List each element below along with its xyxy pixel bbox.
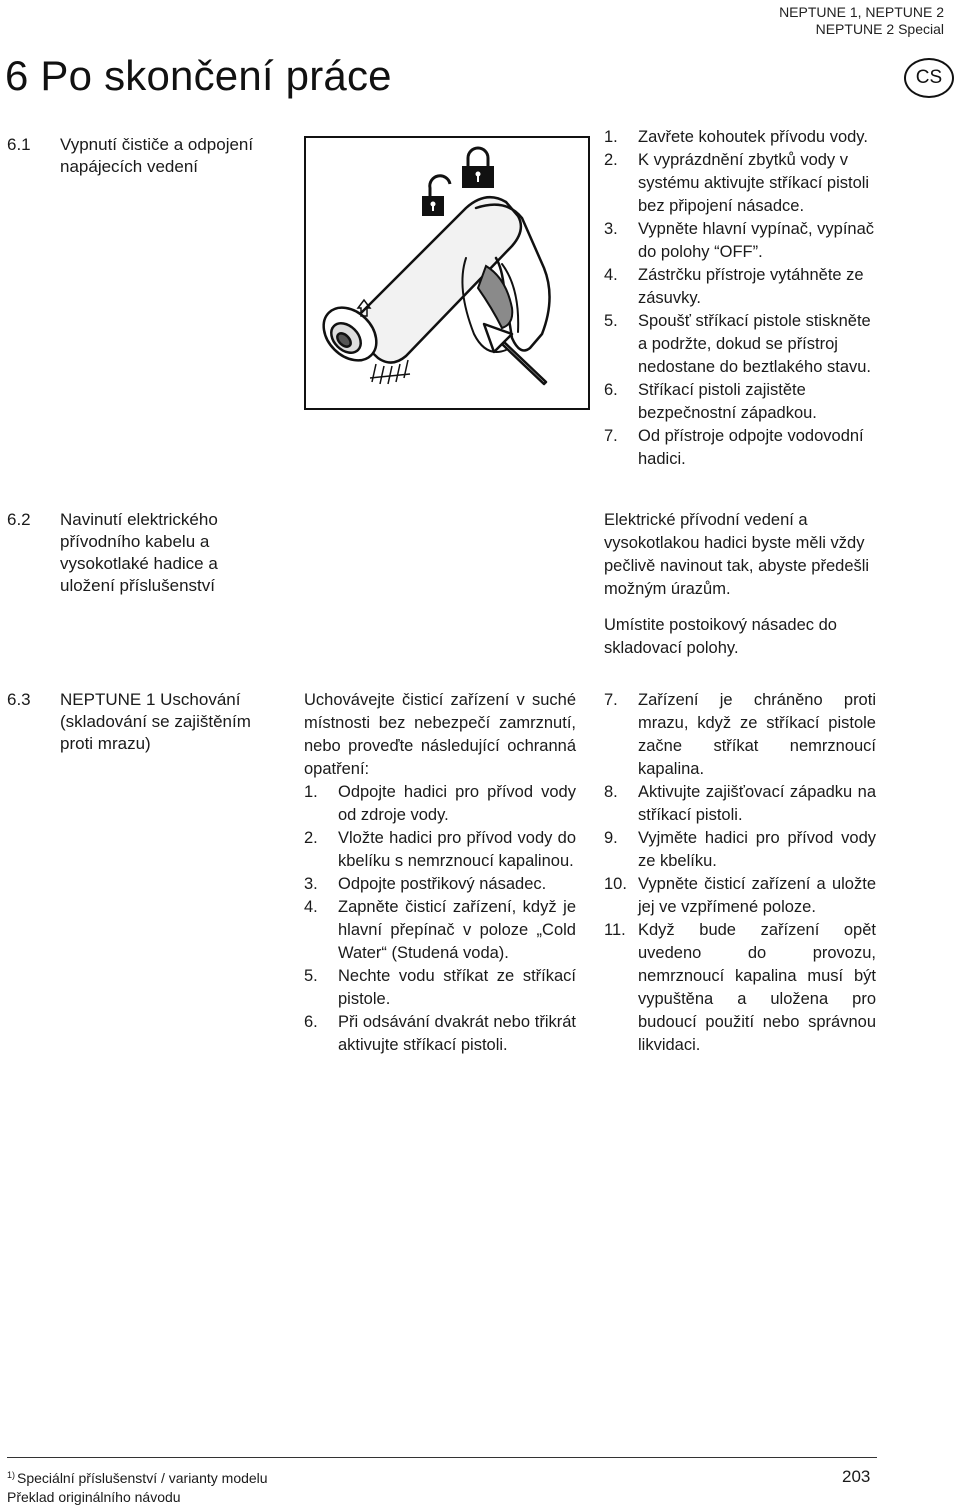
list-item: 1. Zavřete kohoutek přívodu vody.	[604, 128, 868, 146]
list-item: 7. Od přístroje odpojte vodovodní hadici.	[604, 427, 864, 468]
list-item: 3. Odpojte postřikový násadec.	[304, 875, 547, 893]
section-6-3-title: NEPTUNE 1 Uschování (skladování se zajištěním proti mrazu)	[60, 690, 251, 753]
footer-notes	[7, 1466, 268, 1506]
section-6-1-steps	[604, 126, 876, 471]
list-item: 9. Vyjměte hadici pro přívod vody ze kbelíku.	[604, 829, 876, 870]
section-6-2-paragraph-1: Elektrické přívodní vedení a vysokotlakou hadici byste měli vždy pečlivě navinout tak, abyste předešli možným úrazům.	[604, 511, 870, 598]
list-item: 3. Vypněte hlavní vypínač, vypínač do polohy “OFF”.	[604, 220, 875, 261]
section-6-1-number: 6.1	[7, 135, 31, 154]
page-number: 203	[842, 1467, 871, 1486]
list-item: 6. Stříkací pistoli zajistěte bezpečnostní západkou.	[604, 381, 817, 422]
language-badge: CS	[904, 58, 954, 98]
list-item: 10. Vypněte čisticí zařízení a uložte jej ve vzpřímené poloze.	[604, 875, 876, 916]
section-6-2-number: 6.2	[7, 510, 31, 529]
list-item: 5. Spoušť stříkací pistole stiskněte a podržte, dokud se přístroj nedostane do beztlakého stavu.	[604, 312, 872, 376]
list-item: 8. Aktivujte zajišťovací západku na stříkací pistoli.	[604, 783, 876, 824]
section-6-3-steps-left	[304, 781, 576, 1057]
models-line-1: NEPTUNE 1, NEPTUNE 2	[779, 4, 944, 20]
section-6-3-intro: Uchovávejte čisticí zařízení v suché místnosti bez nebezpečí zamrznutí, nebo proveďte následující ochranná opatření:	[304, 691, 576, 778]
spray-gun-illustration	[304, 136, 590, 410]
models-line-2: NEPTUNE 2 Special	[815, 21, 944, 37]
open-lock-icon	[422, 176, 450, 216]
spray-gun-drawing	[306, 138, 588, 408]
section-6-1-title: Vypnutí čističe a odpojení napájecích vedení	[60, 135, 254, 176]
list-item: 4. Zapněte čisticí zařízení, když je hlavní přepínač v poloze „Cold Water“ (Studená voda).	[304, 898, 576, 962]
list-item: 11. Když bude zařízení opět uvedeno do provozu, nemrznoucí kapalina musí být vypuštěna a uložena pro budoucí použití nebo správnou likvidaci.	[604, 921, 876, 1054]
chapter-title: 6 Po skončení práce	[5, 52, 392, 99]
list-item: 4. Zástrčku přístroje vytáhněte ze zásuvky.	[604, 266, 864, 307]
list-item: 7. Zařízení je chráněno proti mrazu, když ze stříkací pistole začne stříkat nemrznoucí kapalina.	[604, 691, 876, 778]
footnote-text: Speciální příslušenství / varianty modelu	[17, 1470, 268, 1486]
list-item: 5. Nechte vodu stříkat ze stříkací pistole.	[304, 967, 576, 1008]
list-item: 1. Odpojte hadici pro přívod vody od zdroje vody.	[304, 783, 576, 824]
section-6-2-paragraph-2: Umístite postoikový násadec do skladovací polohy.	[604, 616, 837, 657]
section-6-2-title: Navinutí elektrického přívodního kabelu a vysokotlaké hadice a uložení příslušenství	[60, 510, 218, 595]
footnote-mark: 1)	[7, 1470, 16, 1480]
list-item: 6. Při odsávání dvakrát nebo třikrát aktivujte stříkací pistoli.	[304, 1013, 576, 1054]
section-6-3-number: 6.3	[7, 690, 31, 709]
list-item: 2. Vložte hadici pro přívod vody do kbelíku s nemrznoucí kapalinou.	[304, 829, 576, 870]
section-6-3-steps-right	[604, 689, 876, 1057]
model-names	[779, 4, 944, 38]
translation-note: Překlad originálního návodu	[7, 1489, 181, 1505]
footer-divider	[7, 1457, 877, 1458]
footnote	[7, 1466, 268, 1488]
closed-lock-icon	[462, 148, 494, 188]
list-item: 2. K vyprázdnění zbytků vody v systému aktivujte stříkací pistoli bez připojení násadce.	[604, 151, 870, 215]
